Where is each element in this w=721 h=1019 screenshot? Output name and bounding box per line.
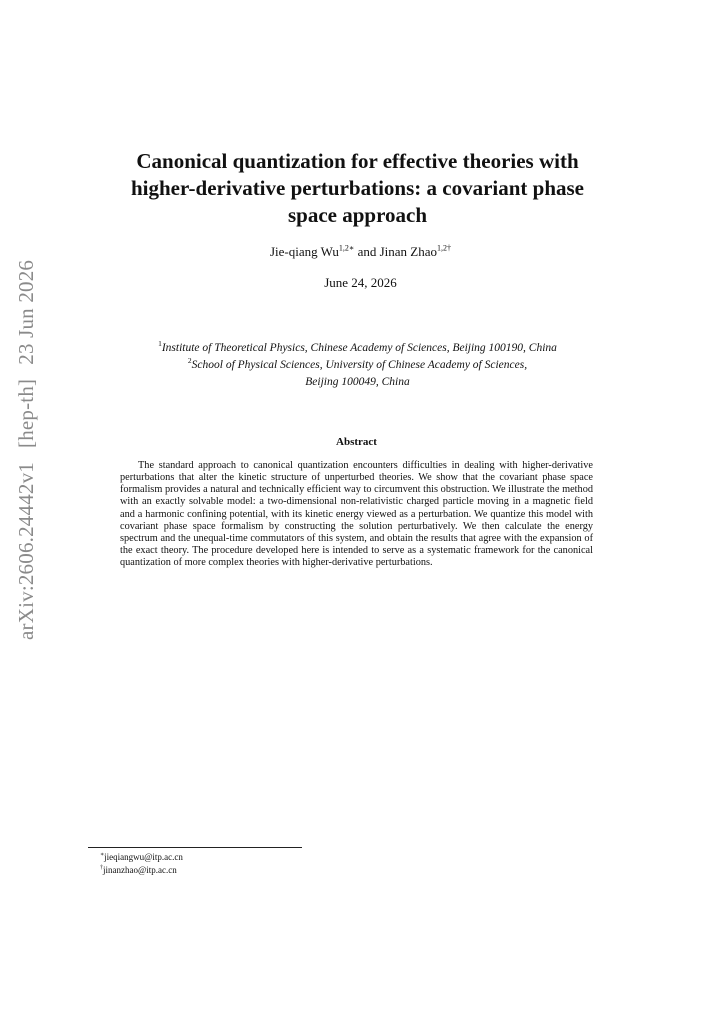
affiliation-mark: 1: [158, 339, 162, 349]
footnote-item: [100, 851, 183, 864]
footnote-email: jieqiangwu@itp.ac.cn: [104, 852, 183, 862]
footnote-divider: [88, 847, 302, 848]
footnotes: [100, 851, 183, 876]
author-marks: 1,2∗: [338, 243, 355, 253]
author-name: Jinan Zhao: [379, 244, 438, 259]
affiliation-text: Institute of Theoretical Physics, Chinese Academy of Sciences, Beijing 100190, China: [161, 342, 557, 354]
author-name: Jie-qiang Wu: [269, 244, 339, 259]
arxiv-category: [hep-th]: [14, 378, 38, 448]
arxiv-id: arXiv:2606.24442v1: [14, 462, 38, 640]
author-connector: and: [357, 244, 377, 259]
affiliation-text: School of Physical Sciences, University of Chinese Academy of Sciences,: [191, 359, 528, 371]
author-marks: 1,2†: [437, 243, 452, 253]
affiliation-line: [80, 340, 635, 357]
paper-date: June 24, 2026: [324, 275, 397, 290]
footnote-email: jinanzhao@itp.ac.cn: [103, 864, 177, 875]
paper-title: [80, 148, 635, 229]
title-line: space approach: [287, 203, 428, 227]
footnote-mark: ∗: [100, 852, 105, 858]
title-line: Canonical quantization for effective theories with: [136, 149, 579, 173]
arxiv-stamp: [14, 259, 39, 640]
affiliation-line: [80, 357, 635, 374]
abstract-body: The standard approach to canonical quantization encounters difficulties in dealing with higher-derivative perturbations that alter the kinetic structure of unperturbed theories. We show that the covariant phase space formalism provides a natural and technically efficient way to circumvent this obstruction. We illustrate the method with an exactly solvable model: a two-dimensional non-relativistic charged particle moving in a magnetic field and a harmonic confining potential, with its kinetic energy viewed as a perturbation. We quantize this model with covariant phase space formalism by constructing the solution perturbatively. We then calculate the energy spectrum and the unequal-time commutators of this system, and obtain the results that agree with the expansion of the exact theory. The procedure developed here is intended to serve as a systematic framework for the canonical quantization of more complex theories with higher-derivative perturbations.: [120, 460, 593, 569]
affiliation-line: Beijing 100049, China: [305, 376, 410, 388]
footnote-item: [100, 864, 183, 877]
title-line: higher-derivative perturbations: a covariant phase: [130, 176, 585, 200]
affiliations: [80, 340, 635, 391]
arxiv-date: 23 Jun 2026: [14, 259, 38, 365]
author-list: [0, 244, 721, 260]
affiliation-mark: 2: [187, 356, 192, 366]
abstract-heading: Abstract: [336, 436, 377, 448]
footnote-mark: †: [100, 864, 103, 871]
